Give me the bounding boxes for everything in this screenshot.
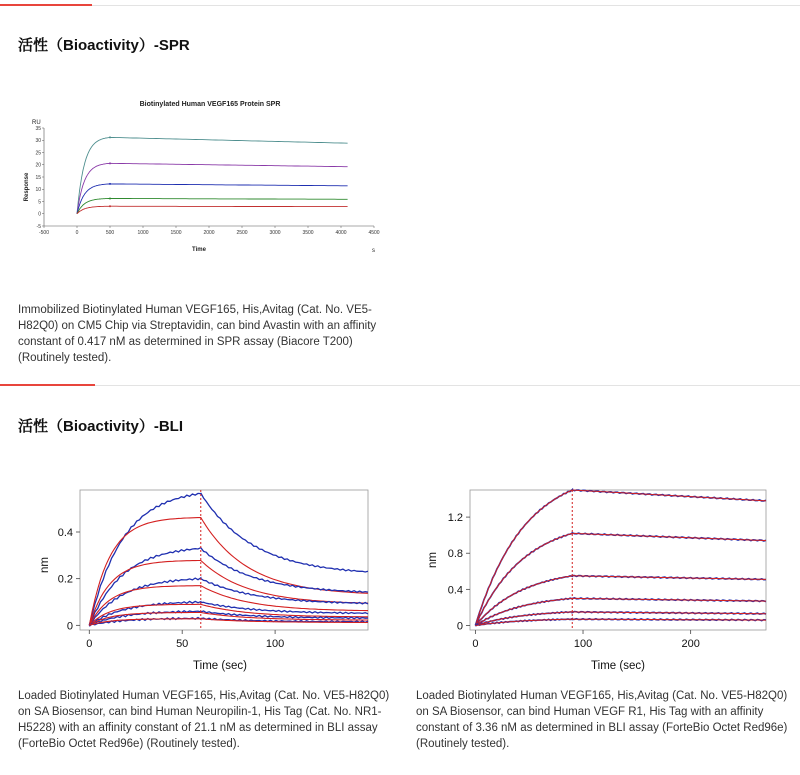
spr-x-tick-label: 2000 xyxy=(203,230,215,236)
spr-y-tick-label: 5 xyxy=(38,199,41,206)
spr-y-tick-label: 25 xyxy=(35,150,41,157)
bli-left-x-tick-label: 0 xyxy=(86,638,93,650)
bli-right-y-tick-label: 1.2 xyxy=(447,512,463,525)
spr-x-tick-label: 2500 xyxy=(236,230,248,236)
spr-y-tick-label: 10 xyxy=(35,187,41,194)
middle-accent-bar xyxy=(0,384,95,386)
spr-y-tick-label: 15 xyxy=(35,174,41,181)
spr-x-tick-label: 1500 xyxy=(170,230,182,236)
bli-left-fit-line-5 xyxy=(89,613,368,626)
middle-divider xyxy=(0,385,800,386)
bli-right-y-tick-label: 0 xyxy=(456,620,463,633)
bli-right-x-label: Time (sec) xyxy=(591,660,645,672)
bli-left-description: Loaded Biotinylated Human VEGF165, His,Avitag (Cat. No. VE5-H82Q0) on SA Biosensor, can bind Human Neuropilin-1, His Tag (Cat. No. NR1-H5228) with an affinity constant of 21.1 nM as determined in BLI assay (ForteBio Octet Red96e) (Routinely tested). xyxy=(18,690,390,750)
spr-series-line-5 xyxy=(77,206,348,214)
spr-x-tick-label: 500 xyxy=(105,230,115,236)
bli-left-y-tick-label: 0.4 xyxy=(57,527,73,539)
bli-right-plot-frame xyxy=(470,490,766,630)
bli-left-x-tick-label: 100 xyxy=(265,638,285,650)
bli-right-description: Loaded Biotinylated Human VEGF165, His,Avitag (Cat. No. VE5-H82Q0) on SA Biosensor, can bind Human VEGF R1, His Tag with an affinity constant of 3.36 nM as determined in BLI assay (ForteBio Octet Red96e) (Routinely tested). xyxy=(416,690,788,750)
spr-y-tick-label: 0 xyxy=(38,211,41,218)
spr-x-tick-label: -500 xyxy=(38,230,50,236)
bli-left-y-tick-label: 0.2 xyxy=(57,573,73,586)
spr-x-label: Time xyxy=(192,247,206,252)
spr-x-tick-label: 3500 xyxy=(302,230,314,236)
spr-series-marker-3 xyxy=(109,183,111,185)
spr-series-marker-1 xyxy=(109,136,111,138)
top-accent-bar xyxy=(0,4,92,6)
bli-right-y-tick-label: 0.8 xyxy=(447,548,463,561)
spr-series-line-1 xyxy=(77,137,348,213)
bli-heading: 活性（Bioactivity）-BLI xyxy=(18,418,184,435)
spr-x-tick-label: 4500 xyxy=(368,230,380,236)
bli-left-data-line-1 xyxy=(89,493,368,625)
bli-right-x-tick-label: 200 xyxy=(681,638,700,650)
spr-title: Biotinylated Human VEGF165 Protein SPR xyxy=(139,101,281,108)
spr-x-tick-label: 1000 xyxy=(137,230,149,236)
spr-y-tick-label: 35 xyxy=(35,125,41,132)
bli-left-x-tick-label: 50 xyxy=(176,638,189,650)
bli-left-x-label: Time (sec) xyxy=(193,660,247,672)
spr-y-tick-label: 20 xyxy=(35,162,41,169)
top-divider xyxy=(0,5,800,6)
bli-left-chart xyxy=(20,485,380,675)
bli-right-x-tick-label: 100 xyxy=(573,638,593,650)
bli-right-y-label: nm xyxy=(427,552,439,568)
spr-chart xyxy=(20,92,380,252)
bli-right-chart xyxy=(418,485,788,675)
spr-y-unit: RU xyxy=(32,120,41,126)
spr-series-marker-2 xyxy=(109,162,111,164)
spr-y-tick-label: 30 xyxy=(35,138,41,145)
bli-left-y-label: nm xyxy=(39,557,51,573)
spr-x-tick-label: 3000 xyxy=(269,230,281,236)
spr-x-tick-label: 0 xyxy=(75,230,79,236)
spr-series-marker-4 xyxy=(109,197,111,199)
spr-y-label: Response xyxy=(24,172,30,202)
bli-right-fit-line-1 xyxy=(475,490,766,626)
bli-right-x-tick-label: 0 xyxy=(472,638,479,650)
spr-series-marker-5 xyxy=(109,205,111,207)
spr-heading: 活性（Bioactivity）-SPR xyxy=(18,37,190,54)
bli-right-data-line-1 xyxy=(475,490,766,626)
spr-y-tick-label: -5 xyxy=(36,223,41,230)
bli-left-y-tick-label: 0 xyxy=(66,620,73,633)
spr-x-unit: s xyxy=(372,248,375,252)
spr-x-tick-label: 4000 xyxy=(335,230,347,236)
bli-right-fit-line-6 xyxy=(475,619,766,625)
bli-right-y-tick-label: 0.4 xyxy=(447,584,463,597)
spr-description: Immobilized Biotinylated Human VEGF165, His,Avitag (Cat. No. VE5-H82Q0) on CM5 Chip via Streptavidin, can bind Avastin with an affinity constant of 0.417 nM as determined in SPR assay (Biacore T200) (Routinely tested). xyxy=(18,304,377,364)
